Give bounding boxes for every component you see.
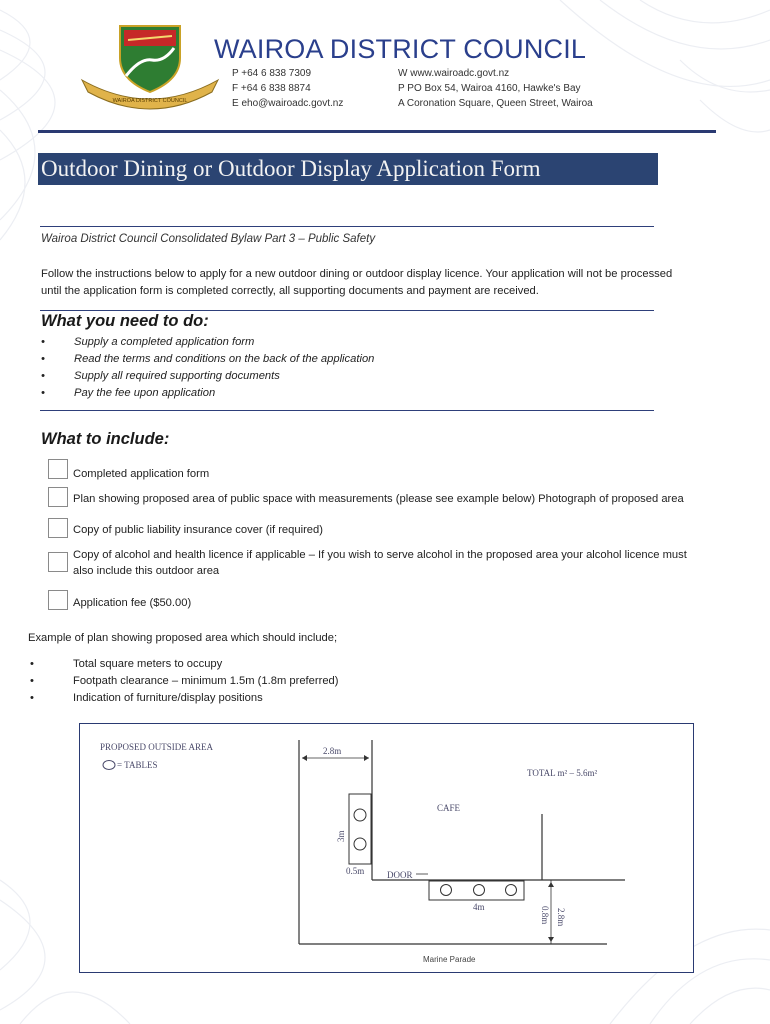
what-to-include-heading: What to include:: [41, 430, 170, 448]
table-icon: [474, 885, 485, 896]
intro-text: [41, 266, 741, 300]
width-label: 2.8m: [323, 746, 342, 756]
diagram-title: PROPOSED OUTSIDE AREA: [100, 742, 214, 752]
total-area-label: TOTAL m² – 5.6m²: [527, 768, 598, 778]
checkbox[interactable]: [48, 518, 68, 538]
table-icon: [354, 838, 366, 850]
intro-line: until the application form is completed correctly, all supporting documents and payment are received.: [41, 285, 539, 297]
vertical-area-label: 3m: [336, 830, 346, 842]
what-to-do-heading: What you need to do:: [41, 312, 209, 330]
contact-po-box: P PO Box 54, Wairoa 4160, Hawke's Bay: [398, 83, 581, 94]
divider: [40, 226, 654, 227]
checkbox[interactable]: [48, 459, 68, 479]
checklist-label: Copy of alcohol and health licence if applicable – If you wish to serve alcohol in the proposed area your alcohol licence must also include this outdoor area: [73, 549, 687, 577]
checklist-label: Completed application form: [73, 468, 210, 480]
checkbox[interactable]: [48, 552, 68, 572]
tables-width-label: 4m: [473, 902, 485, 912]
checkbox[interactable]: [48, 487, 68, 507]
horizontal-table-area: [429, 881, 524, 900]
cafe-label: CAFE: [437, 803, 461, 813]
example-plan-diagram: [79, 723, 694, 973]
contact-web[interactable]: W www.wairoadc.govt.nz: [398, 68, 510, 79]
contact-phone: P +64 6 838 7309: [232, 68, 312, 79]
header-divider: [38, 130, 716, 133]
checklist-label: Plan showing proposed area of public space with measurements (please see example below) Photograph of proposed area: [73, 493, 684, 505]
vertical-table-area: [349, 794, 371, 864]
checklist-label: Application fee ($50.00): [73, 597, 192, 609]
divider: [40, 410, 654, 411]
table-icon: [441, 885, 452, 896]
council-name: WAIROA DISTRICT COUNCIL: [214, 34, 587, 64]
contact-fax: F +64 6 838 8874: [232, 83, 311, 94]
table-icon: [506, 885, 517, 896]
example-intro: Example of plan showing proposed area which should include;: [28, 632, 338, 644]
street-label: Marine Parade: [423, 955, 476, 964]
logo-banner-text: WAIROA DISTRICT COUNCIL: [112, 98, 188, 104]
checklist-label: Copy of public liability insurance cover (if required): [73, 524, 323, 536]
intro-line: Follow the instructions below to apply for a new outdoor dining or outdoor display licence. Your application will not be processed: [41, 268, 673, 280]
door-label: DOOR: [387, 870, 413, 880]
right-label-a: 0.8m: [540, 906, 550, 925]
contact-address: A Coronation Square, Queen Street, Wairoa: [398, 98, 593, 109]
contact-email[interactable]: E eho@wairoadc.govt.nz: [232, 98, 344, 109]
council-logo: [80, 18, 220, 118]
table-icon: [354, 809, 366, 821]
divider: [40, 310, 654, 311]
table-legend-icon: [103, 761, 115, 770]
bylaw-reference: Wairoa District Council Consolidated Bylaw Part 3 – Public Safety: [41, 233, 376, 245]
diagram-legend: = TABLES: [117, 760, 158, 770]
form-title: Outdoor Dining or Outdoor Display Application Form: [38, 153, 658, 185]
checkbox[interactable]: [48, 590, 68, 610]
small-width-label: 0.5m: [346, 866, 365, 876]
right-label-b: 2.8m: [556, 908, 566, 927]
